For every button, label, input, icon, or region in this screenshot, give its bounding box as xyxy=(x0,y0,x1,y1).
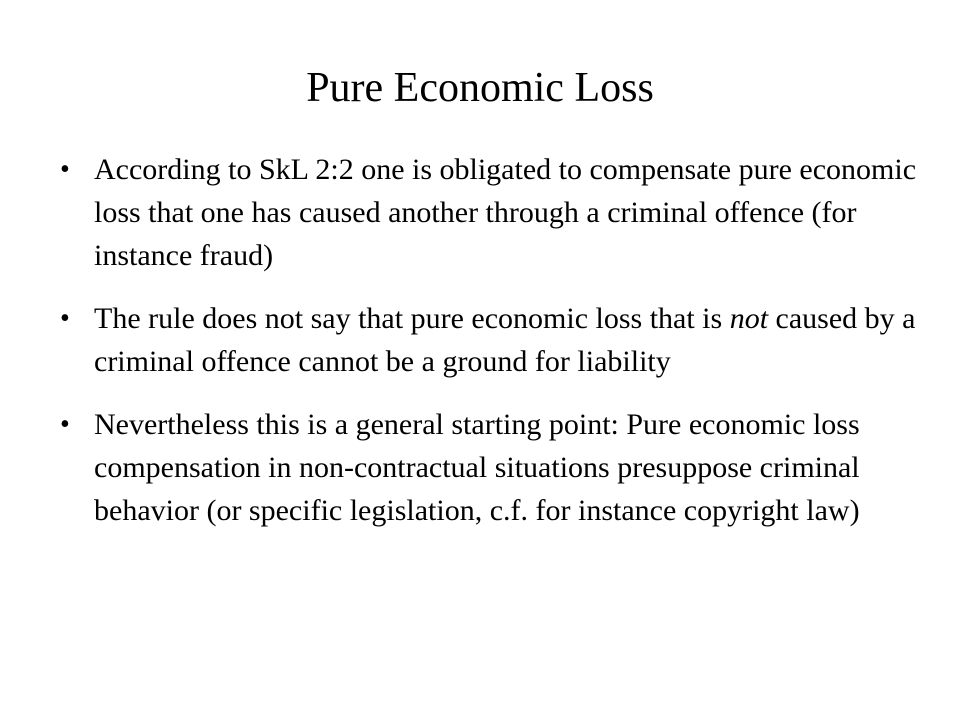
bullet-text-prefix: The rule does not say that pure economic loss that is xyxy=(94,302,730,335)
bullet-text-suffix: caused by a criminal offence cannot be a ground for liability xyxy=(94,302,916,378)
bullet-item xyxy=(60,403,920,532)
bullet-dot-icon: • xyxy=(60,409,70,440)
bullet-text-emphasis: not xyxy=(729,302,769,335)
bullet-item xyxy=(60,297,920,383)
bullet-dot-icon: • xyxy=(60,303,70,334)
bullet-text: Nevertheless this is a general starting point: Pure economic loss compensation in non-contractual situations presuppose criminal behavior (or specific legislation, c.f. for instance copyright law) xyxy=(94,408,860,527)
bullet-text xyxy=(94,302,915,378)
bullet-text: According to SkL 2:2 one is obligated to compensate pure economic loss that one has caused another through a criminal offence (for instance fraud) xyxy=(94,153,917,272)
bullet-item xyxy=(60,148,920,277)
slide-title: Pure Economic Loss xyxy=(306,65,654,111)
bullet-list xyxy=(60,148,920,552)
bullet-dot-icon: • xyxy=(60,154,70,185)
